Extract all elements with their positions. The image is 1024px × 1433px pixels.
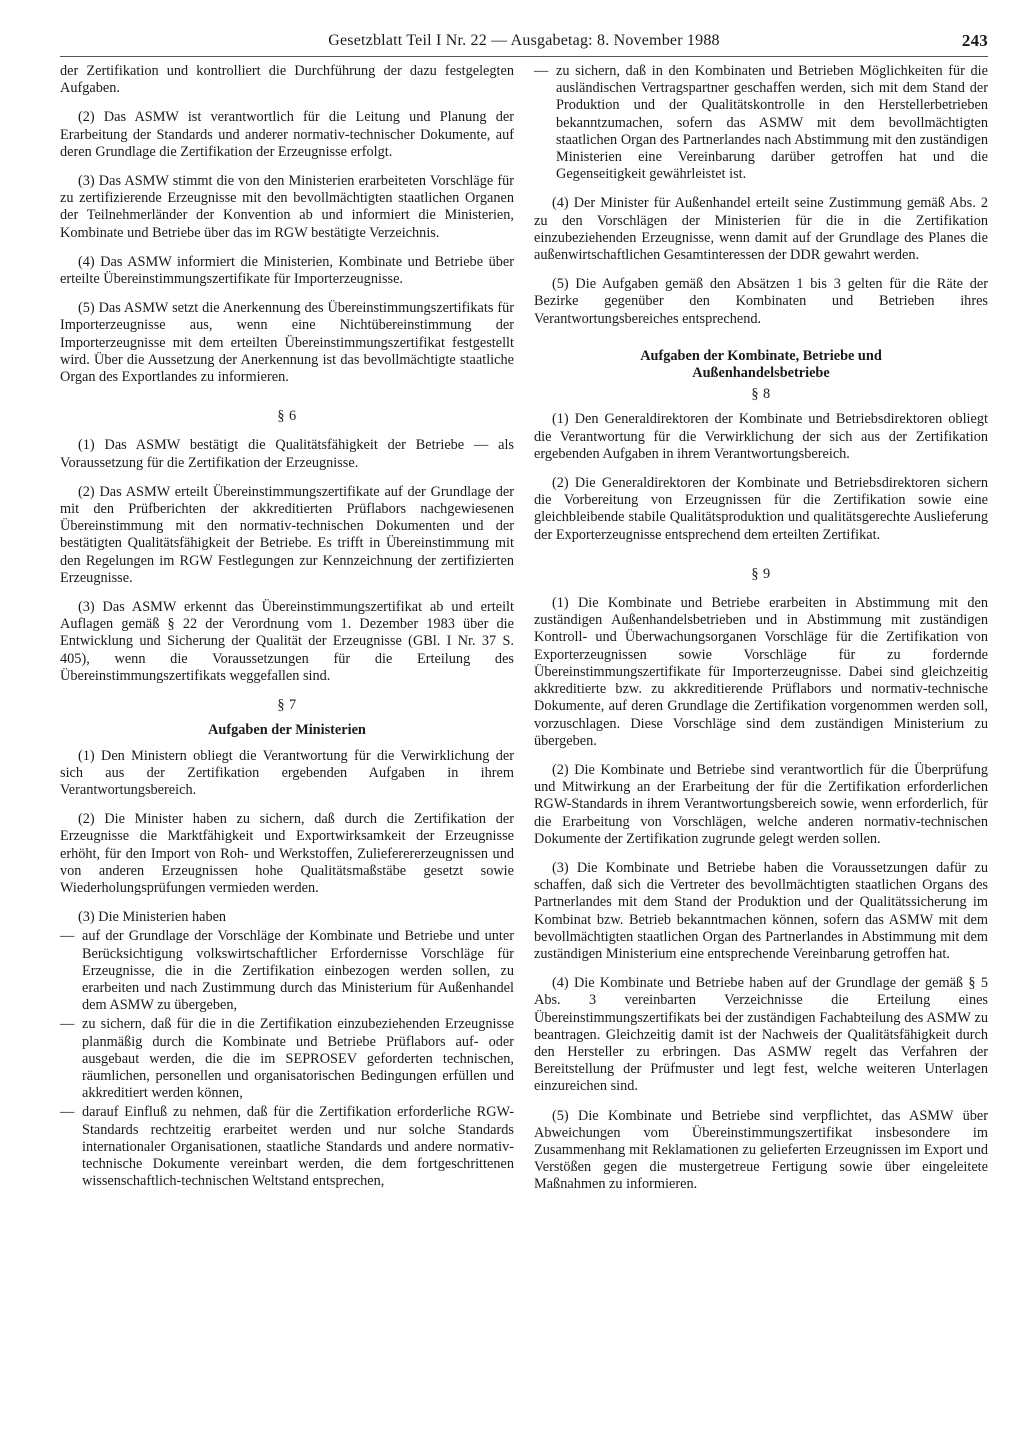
paragraph: (2) Die Minister haben zu sichern, daß durch die Zertifikation der Erzeugnisse die Marktfähigkeit und Exportwirksamkeit der Erzeugnisse erhöht, für den Import von Roh- und Werkstoffen, Zulieferererzeugnissen und von anderen Erzeugnissen hohe Qualitätsmaßstäbe gesetzt sowie Wiederholungsprüfungen vermieden werden.: [60, 811, 514, 896]
page-header: [60, 30, 988, 57]
section-number-7: § 7: [277, 697, 297, 714]
paragraph: (1) Den Generaldirektoren der Kombinate und Betriebsdirektoren obliegt die Verantwortung für die Verwirklichung der sich aus der Zertifikation ergebenden Aufgaben in ihrem Verantwortungsbereich.: [534, 411, 988, 462]
header-title: Gesetzblatt Teil I Nr. 22 — Ausgabetag: 8. November 1988: [328, 32, 720, 49]
paragraph: der Zertifikation und kontrolliert die Durchführung der dazu festgelegten Aufgaben.: [60, 63, 514, 97]
paragraph: (3) Die Ministerien haben: [78, 909, 227, 926]
paragraph: (5) Die Kombinate und Betriebe sind verpflichtet, das ASMW über Abweichungen vom Übereinstimmungszertifikat insbesondere im Zusammenhang mit Reklamationen zu gelieferten Erzeugnissen im Export und Verstößen gegen die mustergetreue Fertigung sowie über eingeleitete Maßnahmen zu informieren.: [534, 1107, 988, 1193]
page-number: 243: [961, 31, 988, 50]
section-number-6: § 6: [277, 408, 297, 425]
paragraph: (2) Das ASMW erteilt Übereinstimmungszertifikate auf der Grundlage der mit den Prüfberichten der akkreditierten Prüflabors nachgewiesenen Übereinstimmung mit den normativ-technischen Dokumenten und der bestätigten Qualitätsfähigkeit der Betriebe. Es trifft in Übereinstimmung mit den Regelungen im RGW Festlegungen zur Kennzeichnung der zertifizierten Erzeugnisse.: [60, 483, 514, 586]
list-item: — darauf Einfluß zu nehmen, daß für die Zertifikation erforderliche RGW-Standards rechtzeitig erarbeitet werden und nur solche Standards internationaler Organisationen, staatliche Standards und andere normativ-technische Dokumente vereinbart werden, die dem fortgeschrittenen wissenschaftlich-technischen Weltstand entsprechen,: [60, 1104, 514, 1190]
section-number-9: § 9: [751, 565, 771, 582]
paragraph: (1) Den Ministern obliegt die Verantwortung für die Verwirklichung der sich aus der Zertifikation ergebenden Aufgaben in ihrem Verantwortungsbereich.: [60, 747, 514, 798]
paragraph: (2) Die Generaldirektoren der Kombinate und Betriebsdirektoren sichern die Vorbereitung von Erzeugnissen für die Zertifikation sowie eine gleichbleibende stabile Qualitätsproduktion und qualitätsgerechte Auslieferung der Exporterzeugnisse entsprechend dem erteilten Zertifikat.: [534, 475, 988, 543]
right-column: [534, 63, 988, 1206]
section-heading: Aufgaben der Ministerien: [208, 722, 366, 739]
left-column: [60, 63, 514, 1206]
paragraph: (5) Das ASMW setzt die Anerkennung des Übereinstimmungszertifikats für Importerzeugnisse aus, wenn eine Nichtübereinstimmung der Importerzeugnisse mit dem erteilten Übereinstimmungszertifikat festgestellt wird. Über die Aussetzung der Anerkennung ist das bevollmächtigte staatliche Organ des Exportlandes zu informieren.: [60, 300, 514, 386]
list-item: — zu sichern, daß für die in die Zertifikation einzubeziehenden Erzeugnisse planmäßig durch die Kombinate und Betriebe Prüflabors auf- oder ausgebaut werden, die die im SEPROSEV geforderten technischen, räumlichen, personellen und organisatorischen Bedingungen erfüllen und akkreditiert werden können,: [60, 1016, 514, 1102]
section-heading: Außenhandelsbetriebe: [692, 365, 830, 382]
paragraph: (4) Die Kombinate und Betriebe haben auf der Grundlage der gemäß § 5 Abs. 3 vereinbarten Verzeichnisse die Erteilung eines Übereinstimmungszertifikats bei der zuständigen Fachabteilung des ASMW zu beantragen. Gleichzeitig damit ist der Nachweis der Qualitätsfähigkeit durch den Hersteller zu erbringen. Das ASMW regelt das Verfahren der Bereitstellung der Prüfmuster und legt fest, welche weiteren Unterlagen einzureichen sind.: [534, 975, 988, 1095]
paragraph: (2) Das ASMW ist verantwortlich für die Leitung und Planung der Erarbeitung der Standards und anderer normativ-technischer Dokumente, auf deren Grundlage die Zertifikation der Erzeugnisse erfolgt.: [60, 109, 514, 160]
paragraph: (5) Die Aufgaben gemäß den Absätzen 1 bis 3 gelten für die Räte der Bezirke gegenüber den Kombinaten und Betrieben ihres Verantwortungsbereiches entsprechend.: [534, 276, 988, 327]
text-columns: [60, 63, 988, 1206]
list-item: — auf der Grundlage der Vorschläge der Kombinate und Betriebe und unter Berücksichtigung volkswirtschaftlicher Erfordernisse Vorschläge für Erzeugnisse, die in die Zertifikation einbezogen werden sollen, zu erarbeiten und nach Zustimmung durch das Ministerium für Außenhandel dem ASMW zu übergeben,: [60, 928, 514, 1014]
paragraph: (1) Das ASMW bestätigt die Qualitätsfähigkeit der Betriebe — als Voraussetzung für die Zertifikation der Erzeugnisse.: [60, 437, 514, 471]
paragraph: (3) Das ASMW erkennt das Übereinstimmungszertifikat ab und erteilt Auflagen gemäß § 22 der Verordnung vom 1. Dezember 1983 über die Entwicklung und Sicherung der Qualität der Erzeugnisse (GBl. I Nr. 37 S. 405), wenn die Voraussetzungen für die Erteilung des Übereinstimmungszertifikats weggefallen sind.: [60, 599, 514, 684]
paragraph: (4) Das ASMW informiert die Ministerien, Kombinate und Betriebe über erteilte Übereinstimmungszertifikate für Importerzeugnisse.: [60, 253, 514, 288]
paragraph: (1) Die Kombinate und Betriebe erarbeiten in Abstimmung mit den zuständigen Außenhandelsbetrieben und in Abstimmung mit zuständigen Kontroll- und Überwachungsorganen Vorschläge für die Zertifikation von Exporterzeugnissen sowie Vorschläge für zu fordernde Übereinstimmungszertifikate für Importerzeugnisse. Dabei sind gleichzeitig akkreditierte bzw. zu akkreditierende Prüflabors und normativ-technische Dokumente, auf deren Grundlage die Zertifikation vorgenommen werden soll, vorzuschlagen. Diese Vorschläge sind dem zuständigen Ministerium zu übergeben.: [534, 595, 988, 749]
dash-list: [534, 63, 988, 183]
list-item: — zu sichern, daß in den Kombinaten und Betrieben Möglichkeiten für die ausländischen Vertragspartner geschaffen werden, sich mit dem Stand der Produktion und der Qualitätskontrolle in den Herstellerbetrieben bekanntzumachen, sofern das ASMW mit dem bevollmächtigten staatlichen Organ des Partnerlandes nach Abstimmung mit den zuständigen Ministerien eine Vereinbarung darüber getroffen hat und die Gegenseitigkeit gewährleistet ist.: [534, 63, 988, 183]
section-heading: Aufgaben der Kombinate, Betriebe und: [640, 347, 882, 364]
dash-list: [60, 928, 514, 1190]
section-number-8: § 8: [751, 386, 771, 403]
paragraph: (3) Die Kombinate und Betriebe haben die Voraussetzungen dafür zu schaffen, daß sich die Vertreter des bevollmächtigten staatlichen Organs des Partnerlandes mit dem Stand der Produktion und der Qualitätssicherung im Kombinat bzw. Betrieb bekanntmachen können, sofern das ASMW mit dem bevollmächtigten staatlichen Organ des Partnerlandes in Abstimmung mit dem zuständigen Ministerium eine entsprechende Vereinbarung getroffen hat.: [534, 859, 988, 962]
paragraph: (3) Das ASMW stimmt die von den Ministerien erarbeiteten Vorschläge für zu zertifizierende Erzeugnisse mit den bevollmächtigten staatlichen Organen der Teilnehmerländer der Konvention ab und informiert die Ministerien, Kombinate und Betriebe über das im RGW bestätigte Verzeichnis.: [60, 173, 514, 241]
paragraph: (2) Die Kombinate und Betriebe sind verantwortlich für die Überprüfung und Mitwirkung an der Erarbeitung der für die Zertifikation erforderlichen RGW-Standards in ihrem Verantwortungsbereich sowie, wenn erforderlich, für die Erarbeitung von Vorschlägen, welche anderen normativ-technischen Dokumente der Zertifikation zugrunde gelegt werden sollen.: [534, 761, 988, 847]
paragraph: (4) Der Minister für Außenhandel erteilt seine Zustimmung gemäß Abs. 2 zu den Vorschlägen der Ministerien für die in die Zertifikation einzubeziehenden Erzeugnisse, wenn damit auf der Grundlage des Planes die außenwirtschaftlichen Gesamtinteressen der DDR gewahrt werden.: [534, 195, 988, 264]
